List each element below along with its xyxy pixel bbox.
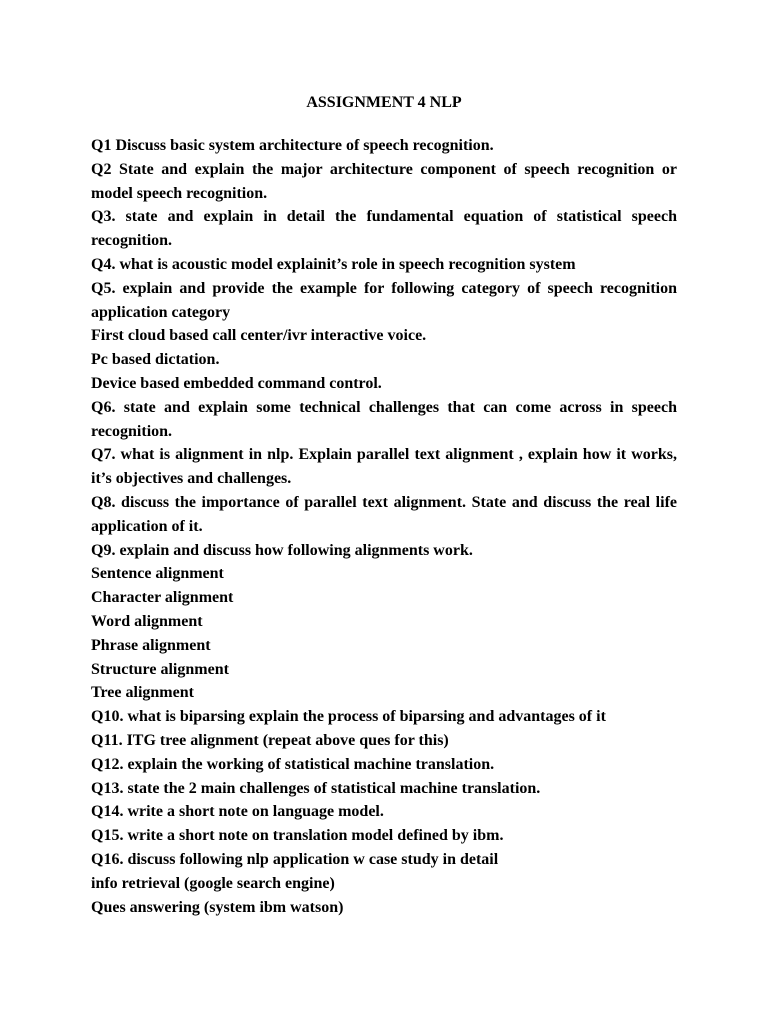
question-q2: Q2 State and explain the major architecture component of speech recognition or model speech recognition. xyxy=(91,160,677,202)
question-q5: Q5. explain and provide the example for following category of speech recognition application category xyxy=(91,279,677,321)
question-q3: Q3. state and explain in detail the fundamental equation of statistical speech recognition. xyxy=(91,208,677,250)
list-item-info-retrieval: info retrieval (google search engine) xyxy=(91,874,335,892)
question-list xyxy=(91,134,677,919)
question-q6: Q6. state and explain some technical challenges that can come across in speech recognition. xyxy=(91,398,677,440)
question-q10: Q10. what is biparsing explain the process of biparsing and advantages of it xyxy=(91,708,606,726)
list-item-phrase-alignment: Phrase alignment xyxy=(91,636,211,654)
question-q11: Q11. ITG tree alignment (repeat above ques for this) xyxy=(91,731,449,749)
list-item-sentence-alignment: Sentence alignment xyxy=(91,565,224,583)
list-item-cloud-call-center: First cloud based call center/ivr interactive voice. xyxy=(91,327,427,345)
list-item-structure-alignment: Structure alignment xyxy=(91,660,229,678)
question-q8: Q8. discuss the importance of parallel text alignment. State and discuss the real life application of it. xyxy=(91,493,677,535)
question-q15: Q15. write a short note on translation model defined by ibm. xyxy=(91,827,504,845)
question-q14: Q14. write a short note on language model. xyxy=(91,803,384,821)
list-item-tree-alignment: Tree alignment xyxy=(91,684,194,702)
question-q4: Q4. what is acoustic model explainit’s role in speech recognition system xyxy=(91,255,576,273)
list-item-embedded-command: Device based embedded command control. xyxy=(91,374,382,392)
list-item-question-answering: Ques answering (system ibm watson) xyxy=(91,898,344,916)
question-q13: Q13. state the 2 main challenges of statistical machine translation. xyxy=(91,779,541,797)
list-item-character-alignment: Character alignment xyxy=(91,589,234,607)
page-title: ASSIGNMENT 4 NLP xyxy=(306,94,462,111)
question-q12: Q12. explain the working of statistical machine translation. xyxy=(91,755,495,773)
list-item-pc-dictation: Pc based dictation. xyxy=(91,351,220,369)
question-q7: Q7. what is alignment in nlp. Explain parallel text alignment , explain how it works, it’s objectives and challenges. xyxy=(91,446,677,488)
question-q9: Q9. explain and discuss how following alignments work. xyxy=(91,541,473,559)
list-item-word-alignment: Word alignment xyxy=(91,612,203,630)
question-q1: Q1 Discuss basic system architecture of speech recognition. xyxy=(91,137,494,154)
question-q16: Q16. discuss following nlp application w case study in detail xyxy=(91,850,499,868)
